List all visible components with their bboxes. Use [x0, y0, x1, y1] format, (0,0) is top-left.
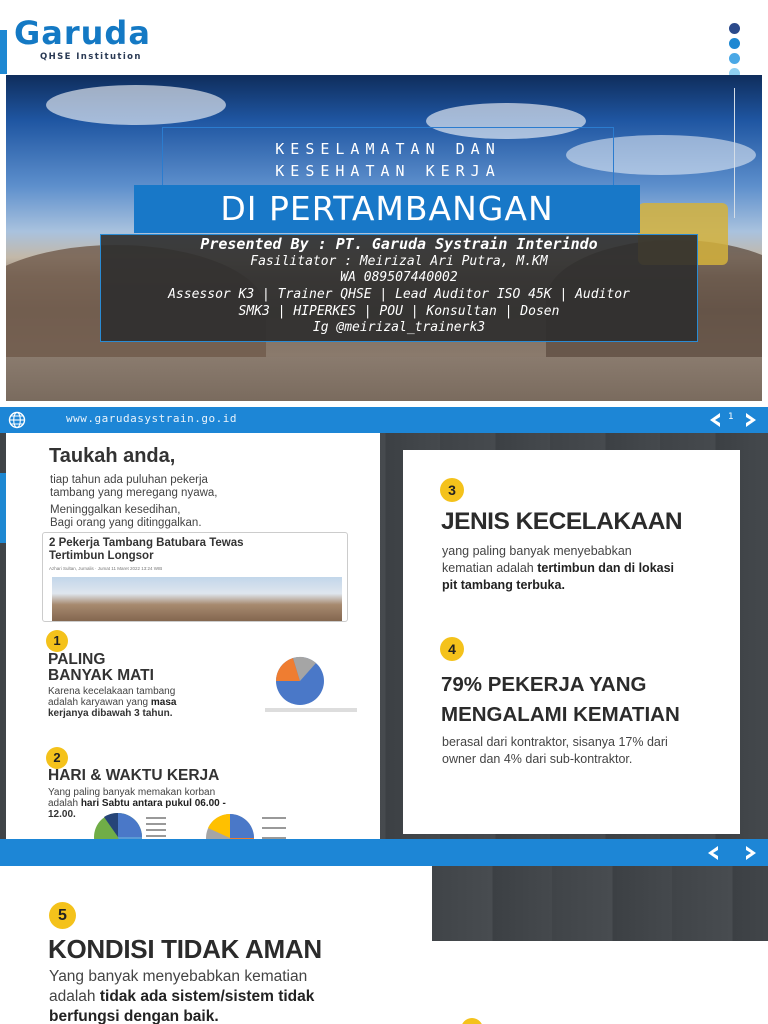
- facts-panel: [403, 450, 740, 834]
- chevron-left-icon[interactable]: [710, 413, 720, 427]
- globe-icon: [8, 411, 26, 429]
- chevron-right-icon[interactable]: [746, 846, 756, 860]
- slide-3: [0, 866, 768, 1024]
- chevron-left-icon[interactable]: [708, 846, 718, 860]
- fact2-text-2: adalah hari Sabtu antara pukul 06.00 -: [48, 798, 226, 809]
- number-badge: 4: [440, 637, 464, 661]
- number-badge: 1: [46, 630, 68, 652]
- fact4-text-2: owner dan 4% dari sub-kontraktor.: [442, 752, 633, 766]
- garuda-logo: [14, 14, 164, 64]
- logo-subtitle: QHSE Institution: [40, 52, 142, 62]
- fact1-text-2: adalah karyawan yang masa: [48, 697, 177, 708]
- news-headline-1: 2 Pekerja Tambang Batubara Tewas: [49, 537, 244, 549]
- news-headline-2: Tertimbun Longsor: [49, 550, 154, 562]
- fact3-text-1: yang paling banyak menyebabkan: [442, 544, 632, 558]
- intro-line-2: tambang yang meregang nyawa,: [50, 487, 218, 499]
- fact2-text-3: 12.00.: [48, 809, 76, 820]
- slide-nav: [706, 844, 758, 862]
- fact4-title-2: MENGALAMI KEMATIAN: [441, 703, 680, 726]
- chevron-right-icon[interactable]: [746, 413, 756, 427]
- divider-line: [734, 88, 735, 218]
- number-badge: 2: [46, 747, 68, 769]
- decorative-dots: [729, 23, 741, 81]
- dot: [729, 23, 740, 34]
- fact3-text-3: pit tambang terbuka.: [442, 578, 565, 592]
- logo-wordmark: Garuda: [14, 14, 151, 52]
- slide-1: [0, 0, 768, 433]
- presenter-credentials-2: SMK3 | HIPERKES | POU | Konsultan | Dosen: [238, 304, 560, 319]
- news-meta: Azhari Sultan, Jurnalis · Jumat 11 Maret 2022 13:24 WIB: [49, 566, 163, 571]
- presenter-facilitator: Fasilitator : Meirizal Ari Putra, M.KM: [250, 254, 548, 269]
- presenter-phone: WA 089507440002: [340, 270, 458, 285]
- presenter-company: Presented By : PT. Garuda Systrain Interindo: [200, 235, 598, 253]
- fact5-text-2: adalah tidak ada sistem/sistem tidak: [49, 988, 315, 1005]
- fact3-title: JENIS KECELAKAAN: [441, 508, 683, 535]
- fact5-title: KONDISI TIDAK AMAN: [48, 934, 322, 964]
- fact2-title: HARI & WAKTU KERJA: [48, 767, 220, 784]
- heading-line-2: KESEHATAN KERJA: [275, 162, 501, 180]
- pie-chart-tenure: [261, 653, 361, 715]
- heading-k3: [162, 138, 614, 182]
- fact1-text-3: kerjanya dibawah 3 tahun.: [48, 708, 173, 719]
- news-clipping: [42, 532, 348, 622]
- accent-bar: [0, 30, 7, 74]
- fact1-text-1: Karena kecelakaan tambang: [48, 686, 176, 697]
- fact4-text-1: berasal dari kontraktor, sisanya 17% dari: [442, 735, 668, 749]
- fact5-text-1: Yang banyak menyebabkan kematian: [49, 968, 308, 985]
- dot: [729, 38, 740, 49]
- intro-line-4: Bagi orang yang ditinggalkan.: [50, 517, 202, 529]
- fact5-text-3: berfungsi dengan baik.: [49, 1008, 219, 1024]
- fact3-text-2: kematian adalah tertimbun dan di lokasi: [442, 561, 675, 575]
- number-badge: 5: [49, 902, 76, 929]
- heading-line-1: KESELAMATAN DAN: [275, 140, 501, 158]
- fact1-title-1: PALING: [48, 651, 106, 668]
- infographic-panel: [6, 433, 380, 866]
- dot: [729, 53, 740, 64]
- fact4-title-1: 79% PEKERJA YANG: [441, 673, 647, 696]
- fact1-title-2: BANYAK MATI: [48, 667, 154, 684]
- number-badge: 3: [440, 478, 464, 502]
- presenter-instagram: Ig @meirizal_trainerk3: [312, 320, 486, 335]
- wood-background: [432, 866, 768, 941]
- page-number: 1: [728, 412, 734, 422]
- fact2-text-1: Yang paling banyak memakan korban: [48, 787, 216, 798]
- number-badge-partial: [461, 1018, 483, 1024]
- website-link[interactable]: www.garudasystrain.go.id: [66, 412, 237, 425]
- intro-line-3: Meninggalkan kesedihan,: [50, 504, 181, 516]
- page-title: DI PERTAMBANGAN: [220, 189, 554, 228]
- presenter-credentials-1: Assessor K3 | Trainer QHSE | Lead Auditor ISO 45K | Auditor: [168, 287, 630, 302]
- intro-title: Taukah anda,: [49, 445, 176, 467]
- intro-line-1: tiap tahun ada puluhan pekerja: [50, 474, 208, 486]
- slide-footer: [0, 839, 768, 866]
- slide-2: [0, 433, 768, 866]
- news-photo: [52, 577, 342, 622]
